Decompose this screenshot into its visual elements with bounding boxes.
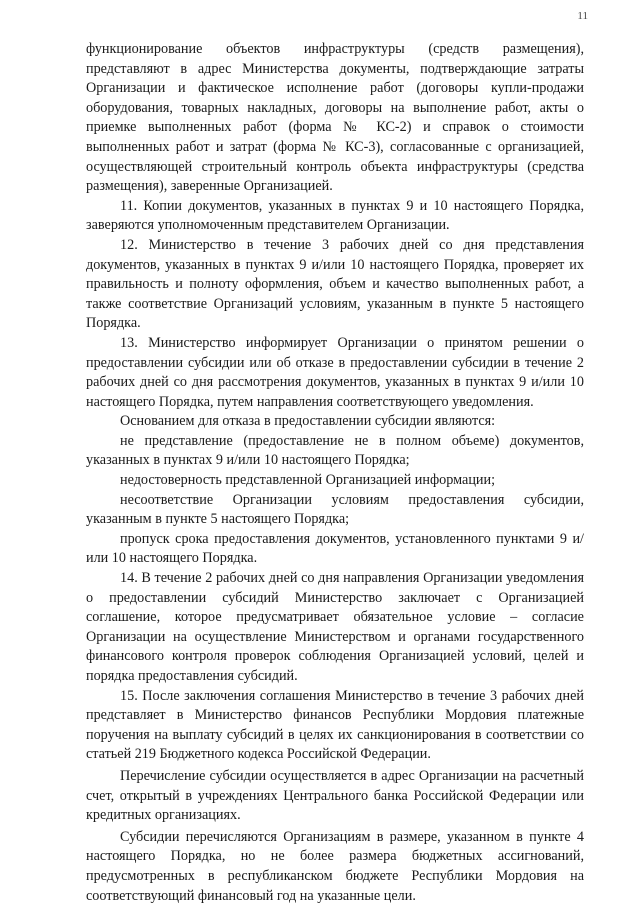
- refusal-ground-2: недостоверность представленной Организацией информации;: [120, 472, 496, 489]
- paragraph-13: 13. Министерство информирует Организации о принятом решении о предоставлении субсидии или об отказе в предоставлении субсидии в течение 2 рабочих дней со дня рассмотрения документов, указанных в пунктах 9 и/или 10 настоящего Порядка, путем направления соответствующего уведомления.: [86, 334, 584, 410]
- refusal-ground-4: пропуск срока предоставления документов, установленного пунктами 9 и/или 10 настоящего Порядка.: [86, 530, 584, 567]
- paragraph-14: 14. В течение 2 рабочих дней со дня направления Организации уведомления о предоставлении субсидий Министерство заключает с Организацией соглашение, которое предусматривает обязательное условие – согласие Организации на осуществление Министерством и органами государственного финансового контроля проверок соблюдения Организацией условий, целей и порядка предоставления субсидий.: [86, 570, 584, 684]
- paragraph-11: 11. Копии документов, указанных в пунктах 9 и 10 настоящего Порядка, заверяются уполномоченным представителем Организации.: [86, 197, 584, 234]
- paragraph-12: 12. Министерство в течение 3 рабочих дней со дня представления документов, указанных в пунктах 9 и/или 10 настоящего Порядка, проверяет их правильность и полноту оформления, объем и качество выполненных работ, а также соответствие Организаций условиям, указанным в пункте 5 настоящего Порядка.: [86, 236, 584, 332]
- refusal-ground-1: не представление (предоставление не в полном объеме) документов, указанных в пунктах 9 и/или 10 настоящего Порядка;: [86, 432, 584, 469]
- refusal-ground-3: несоответствие Организации условиям предоставления субсидии, указанным в пункте 5 настоящего Порядка;: [86, 491, 584, 528]
- paragraph-continuation: функционирование объектов инфраструктуры (средств размещения), представляют в адрес Министерства документы, подтверждающие затраты Организации и фактическое исполнение работ (договоры купли-продажи оборудования, товарных накладных, договоры на выполнение работ, акты о приемке выполненных работ (форма № КС-2) и справок о стоимости выполненных работ и затрат (форма № КС-3), согласованные с организацией, осуществляющей строительный контроль объекта инфраструктуры (средства размещения), заверенные Организацией.: [86, 41, 584, 195]
- document-body: [86, 40, 584, 906]
- refusal-grounds-intro: Основанием для отказа в предоставлении субсидии являются:: [120, 413, 496, 430]
- paragraph-15: 15. После заключения соглашения Министерство в течение 3 рабочих дней представляет в Министерство финансов Республики Мордовия платежные поручения на выплату субсидий в целях их санкционирования в соответствии со статьей 219 Бюджетного кодекса Российской Федерации.: [86, 687, 584, 763]
- paragraph-subsidy-amount: Субсидии перечисляются Организациям в размере, указанном в пункте 4 настоящего Порядка, но не более размера бюджетных ассигнований, предусмотренных в республиканском бюджете Республики Мордовия на соответствующий финансовый год на указанные цели.: [86, 828, 584, 904]
- paragraph-transfer: Перечисление субсидии осуществляется в адрес Организации на расчетный счет, открытый в учреждениях Центрального банка Российской Федерации или кредитных организациях.: [86, 767, 584, 824]
- page-number: 11: [577, 10, 588, 22]
